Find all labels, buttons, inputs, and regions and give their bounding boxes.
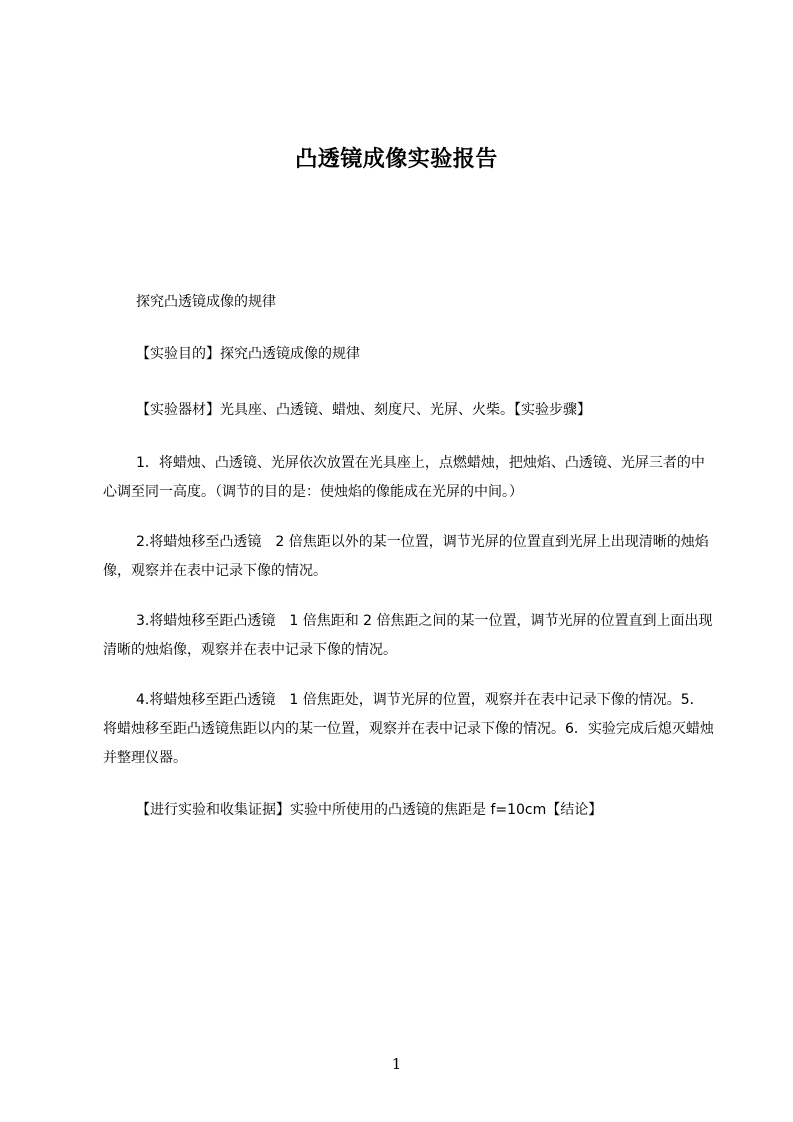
page-number: 1	[391, 1055, 402, 1073]
paragraph-equipment: 【实验器材】光具座、凸透镜、蜡烛、刻度尺、光屏、火柴。【实验步骤】	[136, 402, 591, 418]
paragraph-evidence: 【进行实验和收集证据】实验中所使用的凸透镜的焦距是 f=10cm【结论】	[136, 802, 603, 818]
paragraph-step-3: 3.将蜡烛移至距凸透镜 1 倍焦距和 2 倍焦距之间的某一位置，调节光屏的位置直到上面出现清晰的烛焰像，观察并在表中记录下像的情况。	[103, 613, 713, 658]
paragraph-purpose: 【实验目的】探究凸透镜成像的规律	[136, 346, 360, 362]
paragraph-subject: 探究凸透镜成像的规律	[136, 294, 276, 310]
paragraph-step-4-6: 4.将蜡烛移至距凸透镜 1 倍焦距处，调节光屏的位置，观察并在表中记录下像的情况。5．将蜡烛移至距凸透镜焦距以内的某一位置，观察并在表中记录下像的情况。6．实验完成后熄灭蜡烛并整理仪器。	[103, 692, 714, 766]
document-title: 凸透镜成像实验报告	[295, 147, 498, 172]
paragraph-step-2: 2.将蜡烛移至凸透镜 2 倍焦距以外的某一位置，调节光屏的位置直到光屏上出现清晰的烛焰像，观察并在表中记录下像的情况。	[103, 534, 709, 579]
paragraph-step-1: 1．将蜡烛、凸透镜、光屏依次放置在光具座上，点燃蜡烛，把烛焰、凸透镜、光屏三者的中心调至同一高度。（调节的目的是：使烛焰的像能成在光屏的中间。）	[103, 455, 705, 500]
